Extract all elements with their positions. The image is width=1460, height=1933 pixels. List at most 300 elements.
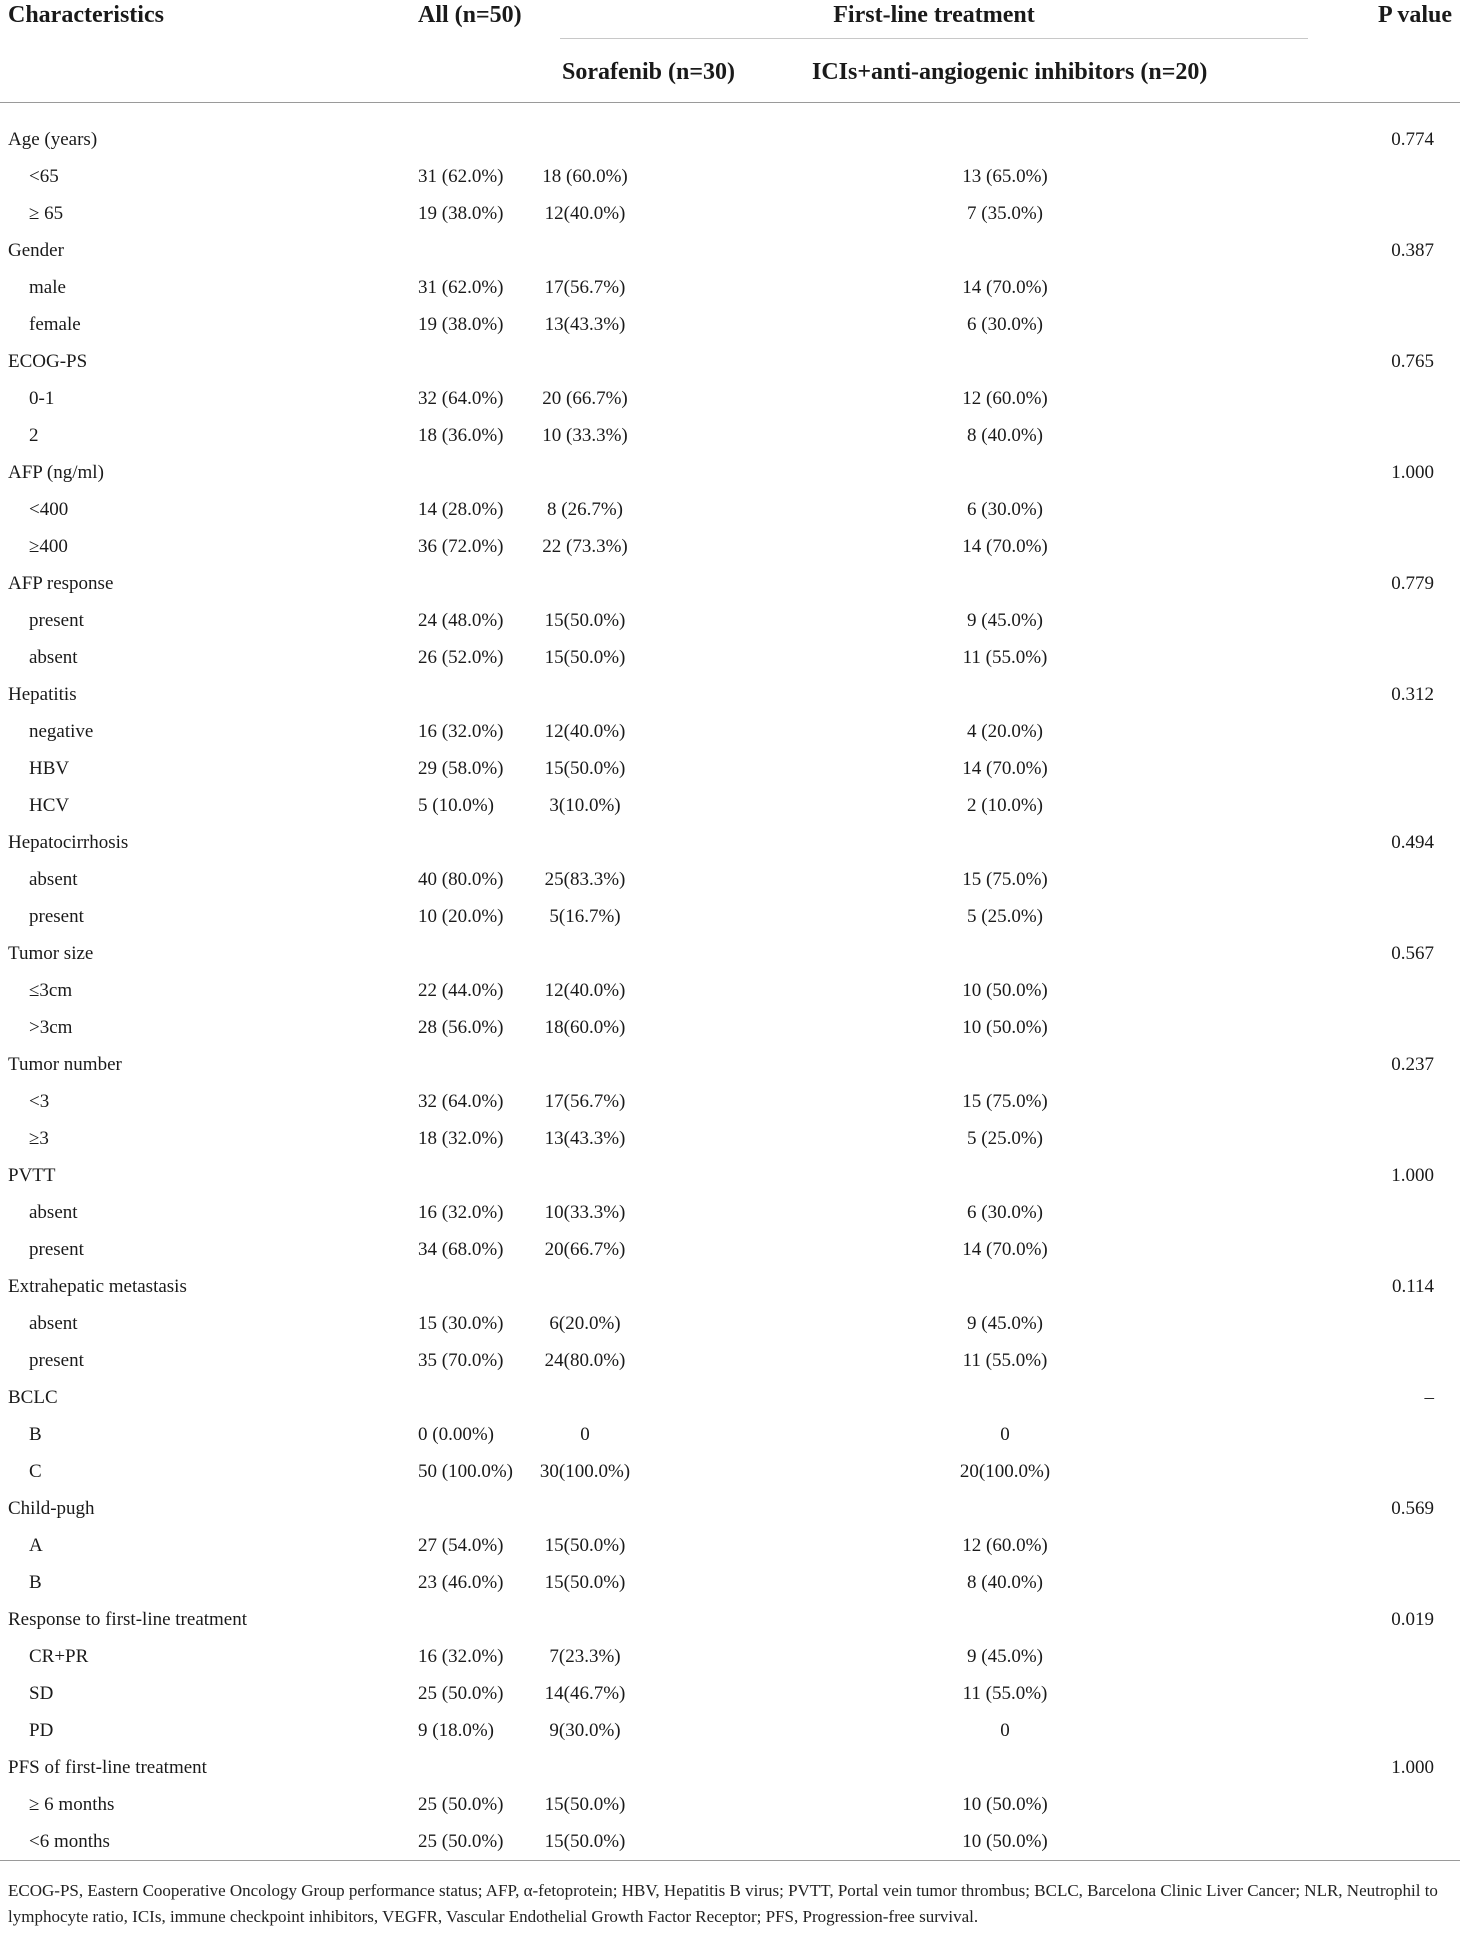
cell-sorafenib-value: 12(40.0%) — [544, 979, 626, 1001]
cell-all: 50 (100.0%) — [418, 1460, 513, 1482]
subcategory-label: absent — [29, 868, 78, 890]
cell-icis — [800, 1749, 1320, 1786]
header-p-value: P value — [1378, 2, 1453, 28]
cell-icis — [800, 1231, 1320, 1268]
cell-icis — [800, 1416, 1320, 1453]
cell-p-value — [1320, 1231, 1460, 1268]
cell-p-value: 0.494 — [1391, 831, 1435, 853]
cell-icis — [800, 1527, 1320, 1564]
cell-p-value — [1320, 1786, 1460, 1823]
cell-p-value — [1320, 1120, 1460, 1157]
cell-all: 15 (30.0%) — [418, 1312, 504, 1334]
cell-sorafenib-value: 18 (60.0%) — [542, 165, 628, 187]
cell-sorafenib-value: 20 (66.7%) — [542, 387, 628, 409]
subcategory-label: <6 months — [29, 1830, 110, 1852]
table-row — [0, 1305, 1460, 1342]
cell-icis — [800, 1268, 1320, 1305]
cell-p-value — [1320, 898, 1460, 935]
cell-p-value — [1320, 1453, 1460, 1490]
header-first-line-label: First-line treatment — [560, 2, 1308, 39]
cell-p-value — [1320, 1712, 1460, 1749]
cell-sorafenib — [548, 1046, 800, 1083]
cell-sorafenib — [544, 269, 800, 306]
cell-p-value — [1320, 1305, 1460, 1342]
cell-icis-value: 10 (50.0%) — [962, 1793, 1048, 1815]
category-label: Tumor size — [8, 942, 94, 964]
subcategory-label: C — [29, 1460, 42, 1482]
cell-p-value: 0.765 — [1391, 350, 1435, 372]
cell-sorafenib — [544, 750, 800, 787]
cell-p-value — [1320, 1342, 1460, 1379]
cell-sorafenib — [548, 454, 800, 491]
cell-sorafenib — [544, 306, 800, 343]
category-row — [0, 232, 1460, 269]
cell-sorafenib — [548, 1712, 800, 1749]
category-label: Tumor number — [8, 1053, 122, 1075]
cell-all: 18 (32.0%) — [418, 1127, 504, 1149]
table-row — [0, 491, 1460, 528]
subcategory-label: present — [29, 905, 84, 927]
subcategory-label: A — [29, 1534, 43, 1556]
cell-sorafenib — [544, 1675, 800, 1712]
cell-p-value — [1320, 269, 1460, 306]
subcategory-label: ≤3cm — [29, 979, 73, 1001]
cell-p-value: 0.569 — [1391, 1497, 1435, 1519]
cell-p-value: 0.312 — [1391, 683, 1435, 705]
table-row — [0, 972, 1460, 1009]
cell-icis-value: 6 (30.0%) — [967, 498, 1043, 520]
cell-sorafenib — [548, 1268, 800, 1305]
cell-icis — [800, 103, 1320, 159]
cell-all — [336, 232, 548, 269]
cell-sorafenib-value: 17(56.7%) — [544, 1090, 626, 1112]
cell-sorafenib — [548, 1490, 800, 1527]
cell-p-value — [1320, 380, 1460, 417]
cell-icis — [800, 417, 1320, 454]
cell-all: 27 (54.0%) — [418, 1534, 504, 1556]
table-row — [0, 1083, 1460, 1120]
category-label: AFP response — [8, 572, 114, 594]
cell-sorafenib — [544, 1342, 800, 1379]
cell-p-value — [1320, 158, 1460, 195]
cell-sorafenib — [544, 1120, 800, 1157]
cell-all — [336, 454, 548, 491]
cell-icis — [800, 565, 1320, 602]
cell-sorafenib — [542, 158, 800, 195]
cell-icis-value: 11 (55.0%) — [962, 1349, 1048, 1371]
cell-sorafenib — [542, 380, 800, 417]
subcategory-label: ≥400 — [29, 535, 68, 557]
cell-sorafenib — [544, 713, 800, 750]
cell-sorafenib-value: 15(50.0%) — [544, 1793, 626, 1815]
cell-all: 31 (62.0%) — [418, 165, 504, 187]
cell-sorafenib-value: 15(50.0%) — [544, 1830, 626, 1852]
cell-icis — [800, 602, 1320, 639]
table-row — [0, 1823, 1460, 1861]
cell-sorafenib — [548, 103, 800, 159]
table-row — [0, 898, 1460, 935]
category-row — [0, 1268, 1460, 1305]
cell-sorafenib — [544, 1527, 800, 1564]
cell-icis-value: 5 (25.0%) — [967, 1127, 1043, 1149]
cell-p-value: 0.567 — [1391, 942, 1435, 964]
cell-all: 32 (64.0%) — [418, 387, 504, 409]
cell-p-value — [1320, 787, 1460, 824]
header-sorafenib: Sorafenib (n=30) — [562, 58, 736, 85]
cell-p-value — [1320, 1564, 1460, 1601]
cell-all: 19 (38.0%) — [418, 313, 504, 335]
cell-p-value — [1320, 972, 1460, 1009]
cell-icis — [800, 898, 1320, 935]
subcategory-label: B — [29, 1423, 42, 1445]
cell-sorafenib-value: 15(50.0%) — [544, 646, 626, 668]
subcategory-label: ≥3 — [29, 1127, 49, 1149]
table-row — [0, 1231, 1460, 1268]
subcategory-label: absent — [29, 646, 78, 668]
subcategory-label: absent — [29, 1312, 78, 1334]
cell-sorafenib — [544, 602, 800, 639]
cell-icis — [800, 1083, 1320, 1120]
cell-all: 19 (38.0%) — [418, 202, 504, 224]
cell-p-value: 0.774 — [1391, 128, 1435, 150]
subcategory-label: 2 — [29, 424, 39, 446]
table-row — [0, 787, 1460, 824]
cell-icis — [800, 1786, 1320, 1823]
cell-icis — [800, 1564, 1320, 1601]
cell-sorafenib-value: 25(83.3%) — [544, 868, 626, 890]
table-row — [0, 1527, 1460, 1564]
cell-sorafenib-value: 10(33.3%) — [544, 1201, 626, 1223]
category-row — [0, 935, 1460, 972]
table-row — [0, 1712, 1460, 1749]
cell-all — [336, 1157, 548, 1194]
subcategory-label: negative — [29, 720, 94, 742]
cell-sorafenib-value: 12(40.0%) — [544, 720, 626, 742]
cell-sorafenib-value: 14(46.7%) — [544, 1682, 626, 1704]
table-row — [0, 861, 1460, 898]
cell-all — [336, 1601, 548, 1638]
table-row — [0, 602, 1460, 639]
table-row — [0, 1120, 1460, 1157]
cell-all: 28 (56.0%) — [418, 1016, 504, 1038]
subcategory-label: ≥ 65 — [29, 202, 64, 224]
cell-sorafenib-value: 13(43.3%) — [544, 1127, 626, 1149]
cell-icis — [800, 1157, 1320, 1194]
cell-p-value — [1320, 417, 1460, 454]
cell-all: 24 (48.0%) — [418, 609, 504, 631]
subcategory-label: PD — [29, 1719, 54, 1741]
table-row — [0, 528, 1460, 565]
cell-all: 16 (32.0%) — [418, 1201, 504, 1223]
cell-sorafenib — [548, 676, 800, 713]
category-label: Response to first-line treatment — [8, 1608, 248, 1630]
table-row — [0, 1009, 1460, 1046]
cell-all: 35 (70.0%) — [418, 1349, 504, 1371]
header-spacer — [0, 42, 336, 103]
cell-all — [336, 1268, 548, 1305]
cell-icis — [800, 676, 1320, 713]
cell-icis — [800, 454, 1320, 491]
cell-p-value — [1320, 639, 1460, 676]
cell-p-value: – — [1424, 1386, 1435, 1408]
cell-sorafenib — [548, 1749, 800, 1786]
cell-p-value: 0.019 — [1391, 1608, 1435, 1630]
category-label: Gender — [8, 239, 64, 261]
cell-icis-value: 6 (30.0%) — [967, 1201, 1043, 1223]
subcategory-label: present — [29, 1349, 84, 1371]
category-row — [0, 103, 1460, 159]
category-label: Hepatitis — [8, 683, 77, 705]
cell-p-value — [1320, 1675, 1460, 1712]
cell-icis-value: 14 (70.0%) — [962, 757, 1048, 779]
table-header — [0, 0, 1460, 103]
cell-icis-value: 15 (75.0%) — [962, 1090, 1048, 1112]
subcategory-label: present — [29, 609, 84, 631]
cell-sorafenib — [548, 1305, 800, 1342]
cell-icis — [800, 639, 1320, 676]
header-first-line-treatment — [548, 0, 1320, 42]
table-row — [0, 306, 1460, 343]
table-row — [0, 158, 1460, 195]
category-label: ECOG-PS — [8, 350, 88, 372]
cell-icis-value: 13 (65.0%) — [962, 165, 1048, 187]
category-row — [0, 565, 1460, 602]
table-row — [0, 750, 1460, 787]
subcategory-label: male — [29, 276, 66, 298]
cell-icis — [800, 750, 1320, 787]
cell-sorafenib-value: 6(20.0%) — [549, 1312, 621, 1334]
category-label: Child-pugh — [8, 1497, 95, 1519]
cell-sorafenib — [544, 972, 800, 1009]
table-body — [0, 103, 1460, 1861]
cell-icis-value: 6 (30.0%) — [967, 313, 1043, 335]
cell-sorafenib-value: 15(50.0%) — [544, 1534, 626, 1556]
cell-sorafenib — [548, 1379, 800, 1416]
cell-sorafenib — [548, 1601, 800, 1638]
cell-sorafenib — [548, 1416, 800, 1453]
cell-icis — [800, 1712, 1320, 1749]
header-spacer — [336, 42, 548, 103]
table-row — [0, 1416, 1460, 1453]
cell-icis — [800, 1490, 1320, 1527]
category-label: PVTT — [8, 1164, 56, 1186]
cell-icis-value: 15 (75.0%) — [962, 868, 1048, 890]
cell-p-value — [1320, 306, 1460, 343]
cell-sorafenib — [548, 491, 800, 528]
table-row — [0, 269, 1460, 306]
cell-sorafenib — [548, 1638, 800, 1675]
subcategory-label: <65 — [29, 165, 59, 187]
cell-icis-value: 14 (70.0%) — [962, 1238, 1048, 1260]
cell-icis — [800, 861, 1320, 898]
cell-icis-value: 14 (70.0%) — [962, 535, 1048, 557]
cell-all: 10 (20.0%) — [418, 905, 504, 927]
cell-all: 25 (50.0%) — [418, 1793, 504, 1815]
cell-icis — [800, 824, 1320, 861]
cell-icis — [800, 232, 1320, 269]
category-row — [0, 1490, 1460, 1527]
cell-icis — [800, 528, 1320, 565]
cell-sorafenib — [544, 1564, 800, 1601]
cell-icis — [800, 491, 1320, 528]
cell-sorafenib — [544, 1823, 800, 1861]
cell-icis-value: 10 (50.0%) — [962, 1830, 1048, 1852]
cell-all: 18 (36.0%) — [418, 424, 504, 446]
cell-icis — [800, 269, 1320, 306]
cell-icis — [800, 935, 1320, 972]
cell-sorafenib — [539, 1453, 800, 1490]
cell-icis-value: 10 (50.0%) — [962, 1016, 1048, 1038]
cell-sorafenib — [544, 1083, 800, 1120]
cell-p-value: 1.000 — [1391, 1164, 1435, 1186]
cell-icis-value: 8 (40.0%) — [967, 424, 1043, 446]
category-row — [0, 343, 1460, 380]
cell-icis — [800, 306, 1320, 343]
table-row — [0, 1342, 1460, 1379]
header-characteristics: Characteristics — [8, 2, 164, 28]
cell-p-value: 0.387 — [1391, 239, 1435, 261]
subcategory-label: HBV — [29, 757, 70, 779]
cell-sorafenib-value: 0 — [580, 1423, 590, 1445]
cell-all — [336, 1379, 548, 1416]
cell-all: 29 (58.0%) — [418, 757, 504, 779]
category-label: AFP (ng/ml) — [8, 461, 104, 483]
cell-all — [336, 1046, 548, 1083]
table-row — [0, 1675, 1460, 1712]
cell-sorafenib — [544, 1231, 800, 1268]
cell-all: 36 (72.0%) — [418, 535, 504, 557]
cell-all: 25 (50.0%) — [418, 1682, 504, 1704]
cell-icis-value: 9 (45.0%) — [967, 1312, 1043, 1334]
cell-all — [336, 343, 548, 380]
table-row — [0, 417, 1460, 454]
cell-icis-value: 12 (60.0%) — [962, 387, 1048, 409]
subcategory-label: absent — [29, 1201, 78, 1223]
table-row — [0, 380, 1460, 417]
cell-sorafenib — [544, 1786, 800, 1823]
cell-p-value: 0.779 — [1391, 572, 1435, 594]
category-row — [0, 1379, 1460, 1416]
category-row — [0, 1601, 1460, 1638]
cell-sorafenib-value: 15(50.0%) — [544, 757, 626, 779]
cell-icis-value: 5 (25.0%) — [967, 905, 1043, 927]
cell-sorafenib-value: 8 (26.7%) — [547, 498, 623, 520]
cell-p-value: 0.237 — [1391, 1053, 1435, 1075]
table-row — [0, 713, 1460, 750]
cell-icis-value: 7 (35.0%) — [967, 202, 1043, 224]
subcategory-label: B — [29, 1571, 42, 1593]
cell-icis-value: 2 (10.0%) — [967, 794, 1043, 816]
table-row — [0, 195, 1460, 232]
cell-icis — [800, 1379, 1320, 1416]
table-row — [0, 639, 1460, 676]
cell-sorafenib-value: 9(30.0%) — [549, 1719, 621, 1741]
table-row — [0, 1453, 1460, 1490]
cell-p-value: 0.114 — [1391, 1275, 1435, 1297]
cell-p-value — [1320, 1823, 1460, 1861]
subcategory-label: >3cm — [29, 1016, 73, 1038]
cell-all: 31 (62.0%) — [418, 276, 504, 298]
cell-p-value — [1320, 1638, 1460, 1675]
cell-all: 32 (64.0%) — [418, 1090, 504, 1112]
cell-icis — [800, 1120, 1320, 1157]
cell-icis-value: 12 (60.0%) — [962, 1534, 1048, 1556]
category-label: BCLC — [8, 1386, 58, 1408]
cell-sorafenib — [548, 343, 800, 380]
cell-p-value — [1320, 602, 1460, 639]
cell-icis — [800, 1046, 1320, 1083]
category-label: PFS of first-line treatment — [8, 1756, 207, 1778]
cell-icis-value: 8 (40.0%) — [967, 1571, 1043, 1593]
cell-p-value — [1320, 1083, 1460, 1120]
cell-all: 9 (18.0%) — [418, 1719, 494, 1741]
cell-icis-value: 0 — [1000, 1423, 1010, 1445]
cell-p-value — [1320, 861, 1460, 898]
cell-sorafenib-value: 10 (33.3%) — [542, 424, 628, 446]
cell-all: 34 (68.0%) — [418, 1238, 504, 1260]
category-row — [0, 1046, 1460, 1083]
subcategory-label: <3 — [29, 1090, 50, 1112]
category-label: Extrahepatic metastasis — [8, 1275, 187, 1297]
cell-all: 0 (0.00%) — [418, 1423, 494, 1445]
header-icis: ICIs+anti-angiogenic inhibitors (n=20) — [812, 58, 1208, 85]
cell-p-value — [1320, 1009, 1460, 1046]
cell-icis-value: 9 (45.0%) — [967, 1645, 1043, 1667]
cell-all — [336, 1490, 548, 1527]
cell-sorafenib — [548, 787, 800, 824]
subcategory-label: present — [29, 1238, 84, 1260]
cell-sorafenib-value: 12(40.0%) — [544, 202, 626, 224]
subcategory-label: SD — [29, 1682, 54, 1704]
cell-sorafenib — [544, 1194, 800, 1231]
cell-sorafenib-value: 3(10.0%) — [549, 794, 621, 816]
table-row — [0, 1638, 1460, 1675]
category-row — [0, 1157, 1460, 1194]
category-label: Age (years) — [8, 128, 98, 150]
cell-icis-value: 0 — [1000, 1719, 1010, 1741]
cell-p-value — [1320, 713, 1460, 750]
cell-sorafenib-value: 18(60.0%) — [544, 1016, 626, 1038]
cell-icis — [800, 1823, 1320, 1861]
cell-icis — [800, 1009, 1320, 1046]
cell-sorafenib-value: 15(50.0%) — [544, 1571, 626, 1593]
cell-sorafenib — [548, 935, 800, 972]
cell-sorafenib — [548, 232, 800, 269]
cell-all — [336, 824, 548, 861]
cell-p-value — [1320, 750, 1460, 787]
cell-p-value — [1320, 528, 1460, 565]
cell-all: 16 (32.0%) — [418, 1645, 504, 1667]
cell-sorafenib-value: 15(50.0%) — [544, 609, 626, 631]
cell-all — [336, 1749, 548, 1786]
cell-icis — [800, 158, 1320, 195]
cell-icis-value: 9 (45.0%) — [967, 609, 1043, 631]
cell-sorafenib — [544, 861, 800, 898]
table-row — [0, 1786, 1460, 1823]
subcategory-label: ≥ 6 months — [29, 1793, 115, 1815]
cell-sorafenib — [544, 195, 800, 232]
cell-sorafenib — [548, 1157, 800, 1194]
subcategory-label: <400 — [29, 498, 69, 520]
cell-p-value — [1320, 1527, 1460, 1564]
category-label: Hepatocirrhosis — [8, 831, 129, 853]
cell-all: 23 (46.0%) — [418, 1571, 504, 1593]
cell-sorafenib — [542, 528, 800, 565]
category-row — [0, 454, 1460, 491]
category-row — [0, 676, 1460, 713]
cell-sorafenib — [544, 1009, 800, 1046]
cell-icis-value: 20(100.0%) — [959, 1460, 1051, 1482]
